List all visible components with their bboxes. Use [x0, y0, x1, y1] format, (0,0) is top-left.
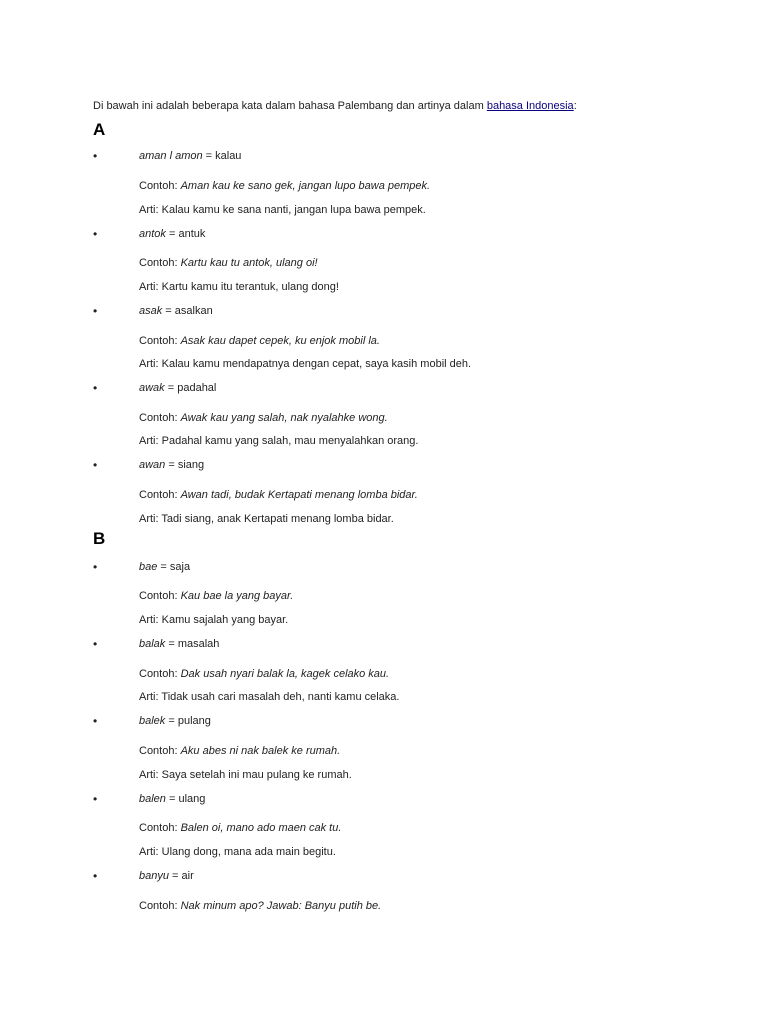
example-line — [139, 334, 380, 348]
list-item — [0, 714, 768, 728]
example-line — [139, 667, 389, 681]
bullet-icon: • — [93, 227, 98, 241]
translation-text: Tadi siang, anak Kertapati menang lomba bidar. — [161, 513, 394, 525]
translation-label: Arti: — [139, 281, 162, 293]
meaning: = saja — [157, 561, 191, 573]
list-item — [0, 227, 768, 241]
translation-line — [139, 845, 336, 859]
example-line — [139, 179, 430, 193]
translation-text: Ulang dong, mana ada main begitu. — [161, 846, 336, 858]
example-line — [139, 589, 293, 603]
example-label: Contoh: — [139, 335, 181, 347]
example-text: Asak kau dapet cepek, ku enjok mobil la. — [180, 335, 380, 347]
term-line — [139, 714, 211, 728]
translation-label: Arti: — [139, 358, 162, 370]
meaning: = pulang — [165, 715, 211, 727]
bullet-icon: • — [93, 560, 98, 574]
example-text: Awak kau yang salah, nak nyalahke wong. — [180, 412, 388, 424]
meaning: = ulang — [165, 793, 206, 805]
term-line — [139, 792, 205, 806]
translation-label: Arti: — [139, 846, 162, 858]
bullet-icon: • — [93, 458, 98, 472]
translation-text: Padahal kamu yang salah, mau menyalahkan orang. — [161, 435, 419, 447]
translation-text: Kartu kamu itu terantuk, ulang dong! — [161, 281, 339, 293]
bahasa-indonesia-link[interactable]: bahasa Indonesia — [486, 100, 574, 112]
example-label: Contoh: — [139, 822, 181, 834]
example-text: Aku abes ni nak balek ke rumah. — [180, 745, 341, 757]
term-line — [139, 304, 213, 318]
list-item — [0, 304, 768, 318]
term-line — [139, 458, 204, 472]
example-label: Contoh: — [139, 412, 181, 424]
list-item — [0, 149, 768, 163]
example-text: Kau bae la yang bayar. — [180, 590, 294, 602]
translation-label: Arti: — [139, 691, 162, 703]
example-text: Nak minum apo? Jawab: Banyu putih be. — [180, 900, 382, 912]
bullet-icon: • — [93, 381, 98, 395]
term-line — [139, 560, 190, 574]
example-text: Dak usah nyari balak la, kagek celako kau. — [180, 668, 390, 680]
example-text: Aman kau ke sano gek, jangan lupo bawa pempek. — [180, 180, 431, 192]
term-line — [139, 149, 241, 163]
example-line — [139, 411, 388, 425]
list-item — [0, 381, 768, 395]
translation-text: Kalau kamu ke sana nanti, jangan lupa bawa pempek. — [161, 204, 426, 216]
translation-line — [139, 512, 394, 526]
translation-line — [139, 768, 352, 782]
list-item — [0, 560, 768, 574]
term: asak — [139, 305, 163, 317]
meaning: = padahal — [164, 382, 217, 394]
example-text: Kartu kau tu antok, ulang oi! — [180, 257, 318, 269]
example-label: Contoh: — [139, 900, 181, 912]
example-text: Awan tadi, budak Kertapati menang lomba bidar. — [180, 489, 418, 501]
term: awan — [139, 459, 166, 471]
term-line — [139, 381, 216, 395]
example-label: Contoh: — [139, 668, 181, 680]
term-line — [139, 227, 205, 241]
translation-label: Arti: — [139, 614, 162, 626]
translation-label: Arti: — [139, 769, 162, 781]
translation-line — [139, 613, 288, 627]
bullet-icon: • — [93, 637, 98, 651]
list-item — [0, 637, 768, 651]
term: balek — [139, 715, 166, 727]
translation-text: Saya setelah ini mau pulang ke rumah. — [161, 769, 352, 781]
translation-line — [139, 434, 418, 448]
example-line — [139, 744, 340, 758]
translation-text: Kamu sajalah yang bayar. — [161, 614, 289, 626]
term: bae — [139, 561, 158, 573]
example-label: Contoh: — [139, 489, 181, 501]
example-label: Contoh: — [139, 590, 181, 602]
translation-line — [139, 690, 399, 704]
translation-label: Arti: — [139, 204, 162, 216]
section-heading-b: B — [93, 529, 106, 548]
intro-text: Di bawah ini adalah beberapa kata dalam bahasa Palembang dan artinya dalam — [93, 100, 487, 112]
translation-text: Kalau kamu mendapatnya dengan cepat, saya kasih mobil deh. — [161, 358, 472, 370]
example-label: Contoh: — [139, 257, 181, 269]
example-line — [139, 899, 381, 913]
term: awak — [139, 382, 165, 394]
term-line — [139, 637, 219, 651]
term: balen — [139, 793, 166, 805]
term: balak — [139, 638, 166, 650]
translation-line — [139, 357, 471, 371]
term: antok — [139, 228, 166, 240]
term: banyu — [139, 870, 169, 882]
term: aman l amon — [139, 150, 203, 162]
translation-label: Arti: — [139, 435, 162, 447]
bullet-icon: • — [93, 869, 98, 883]
list-item — [0, 792, 768, 806]
translation-text: Tidak usah cari masalah deh, nanti kamu celaka. — [161, 691, 400, 703]
translation-line — [139, 203, 426, 217]
example-line — [139, 488, 418, 502]
meaning: = siang — [165, 459, 205, 471]
bullet-icon: • — [93, 792, 98, 806]
meaning: = kalau — [202, 150, 242, 162]
translation-line — [139, 280, 339, 294]
term-line — [139, 869, 194, 883]
bullet-icon: • — [93, 149, 98, 163]
list-item — [0, 458, 768, 472]
example-label: Contoh: — [139, 745, 181, 757]
example-label: Contoh: — [139, 180, 181, 192]
meaning: = antuk — [165, 228, 206, 240]
translation-label: Arti: — [139, 513, 162, 525]
meaning: = masalah — [165, 638, 220, 650]
list-item — [0, 869, 768, 883]
bullet-icon: • — [93, 304, 98, 318]
example-text: Balen oi, mano ado maen cak tu. — [180, 822, 342, 834]
meaning: = air — [168, 870, 194, 882]
intro-suffix: : — [573, 100, 577, 112]
intro-paragraph — [93, 99, 577, 113]
example-line — [139, 256, 318, 270]
section-heading-a: A — [93, 120, 106, 139]
meaning: = asalkan — [162, 305, 213, 317]
example-line — [139, 821, 341, 835]
bullet-icon: • — [93, 714, 98, 728]
